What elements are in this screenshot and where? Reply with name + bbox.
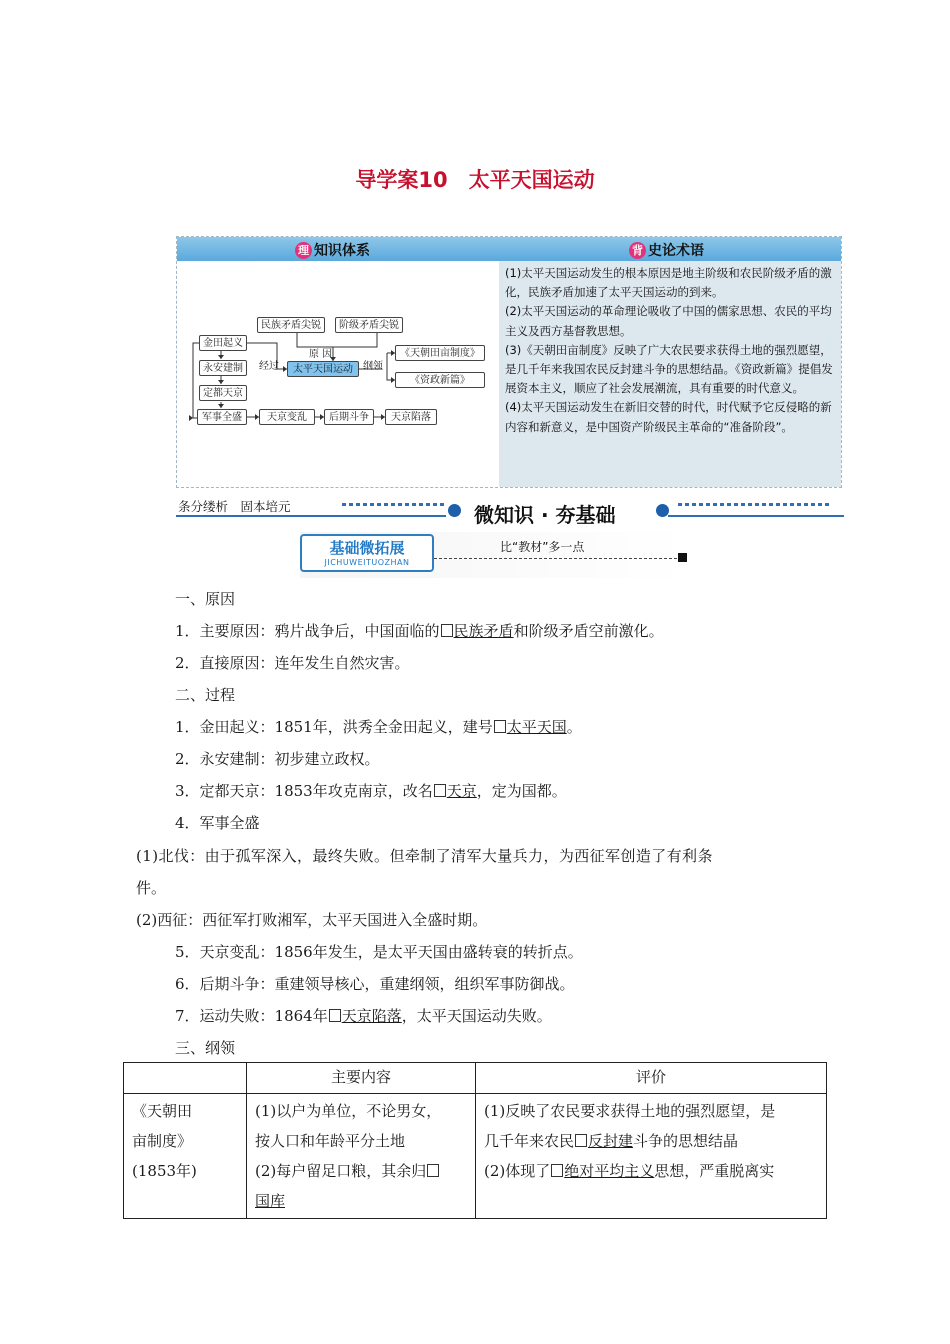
blank-box-icon (551, 1164, 563, 1177)
text-line (175, 1005, 552, 1026)
cell-line: 《天朝田 (132, 1102, 193, 1120)
node-taiping-movement: 太平天国运动 (287, 361, 359, 377)
knowledge-diagram (177, 261, 500, 487)
panel-header (177, 237, 841, 261)
sub-header (300, 532, 690, 578)
bei-badge: 背 (629, 242, 646, 259)
cell-line (484, 1156, 818, 1186)
node-late-struggle: 后期斗争 (324, 409, 374, 425)
terms-heading (629, 240, 704, 260)
bar-dots-right (676, 502, 836, 510)
text-segment: 斗争的思想结晶 (633, 1132, 739, 1150)
node-tianjing-capital: 定都天京 (199, 385, 247, 401)
text-line: 件。 (136, 879, 167, 897)
text-segment: 7．运动失败：1864年 (175, 1007, 328, 1025)
bar-line-left (176, 515, 446, 517)
answer-underline: 反封建 (588, 1132, 634, 1150)
text-segment: 。 (566, 718, 582, 736)
knowledge-panel (176, 236, 842, 488)
cell-line (255, 1186, 467, 1216)
table-header-cell (124, 1063, 247, 1094)
sub-badge (300, 534, 434, 572)
node-ethnic-conflict: 民族矛盾尖锐 (257, 317, 325, 333)
term-item: (4)太平天国运动发生在新旧交替的时代，时代赋予它反侵略的新内容和新意义，是中国资产阶级民主革命的“准备阶段”。 (505, 400, 832, 434)
term-item: (3)《天朝田亩制度》反映了广大农民要求获得土地的强烈愿望，是几千年来我国农民反封建斗争的思想结晶。《资政新篇》提倡发展资本主义，顺应了社会发展潮流，具有重要的时代意义。 (505, 342, 833, 396)
term-item: (2)太平天国运动的革命理论吸收了中国的儒家思想、农民的平均主义及西方基督教思想。 (505, 304, 832, 338)
table-header-cell: 评价 (476, 1063, 827, 1094)
page-title: 导学案10 太平天国运动 (355, 168, 595, 192)
program-table (123, 1062, 827, 1219)
knowledge-system-title: 知识体系 (314, 243, 370, 259)
cell-line: 按人口和年龄平分土地 (255, 1132, 406, 1150)
text-line (175, 716, 582, 737)
cell-line: (1)反映了农民要求获得土地的强烈愿望，是 (484, 1102, 776, 1120)
bar-dots-left (340, 502, 460, 510)
text-segment: ，定为国都。 (476, 782, 567, 800)
table-cell-evaluation (476, 1094, 827, 1219)
answer-underline: 天京 (446, 782, 477, 800)
label-process: 经过 (259, 361, 279, 372)
node-yongan: 永安建制 (199, 360, 247, 376)
text-segment: 思想，严重脱离实 (654, 1162, 775, 1180)
text-segment: (2)每户留足口粮，其余归 (255, 1162, 427, 1180)
terms-list (505, 264, 837, 437)
blank-box-icon (575, 1134, 587, 1147)
text-segment: 3．定都天京：1853年攻克南京，改名 (175, 782, 433, 800)
blank-box-icon (427, 1164, 439, 1177)
blank-box-icon (441, 624, 453, 637)
answer-underline: 天京陷落 (341, 1007, 402, 1025)
table-header-cell: 主要内容 (247, 1063, 476, 1094)
knowledge-system-heading (295, 240, 370, 260)
node-new-treatise: 《资政新篇》 (395, 372, 485, 388)
terms-box (499, 261, 841, 487)
text-line: 2．直接原因：连年发生自然灾害。 (175, 654, 410, 672)
sub-header-line (434, 558, 682, 559)
text-line: 6．后期斗争：重建领导核心，重建纲领，组织军事防御战。 (175, 975, 575, 993)
node-class-conflict: 阶级矛盾尖锐 (335, 317, 403, 333)
text-segment: 1．金田起义：1851年，洪秀全金田起义，建号 (175, 718, 493, 736)
table-row (124, 1094, 827, 1219)
cell-line (255, 1156, 467, 1186)
cell-line: (1)以户为单位，不论男女， (255, 1102, 442, 1120)
node-military-peak: 军事全盛 (197, 409, 247, 425)
cell-line: (1853年) (132, 1162, 197, 1180)
sub-badge-title: 基础微拓展 (329, 539, 405, 557)
node-tianjing-incident: 天京变乱 (259, 409, 315, 425)
text-line (175, 780, 567, 801)
text-line: 4．军事全盛 (175, 814, 260, 832)
table-header-row (124, 1063, 827, 1094)
square-icon (678, 553, 687, 562)
text-segment: 几千年来农民 (484, 1132, 575, 1150)
answer-underline: 国库 (255, 1192, 286, 1210)
terms-title: 史论术语 (648, 243, 704, 259)
text-segment: 和阶级矛盾空前激化。 (513, 622, 664, 640)
sub-badge-pinyin: JICHUWEITUOZHAN (324, 558, 410, 567)
node-jintian: 金田起义 (199, 335, 247, 351)
answer-underline: 民族矛盾 (453, 622, 514, 640)
bar-caption: 条分缕析 固本培元 (178, 499, 291, 514)
li-badge: 理 (295, 242, 312, 259)
bar-line-right (668, 515, 844, 517)
blank-box-icon (494, 720, 506, 733)
blank-box-icon (329, 1009, 341, 1022)
section-heading-process: 二、过程 (175, 686, 236, 704)
cell-line: 亩制度》 (132, 1132, 193, 1150)
section-heading-program: 三、纲领 (175, 1039, 236, 1057)
text-line (175, 620, 664, 641)
text-line: (2)西征：西征军打败湘军，太平天国进入全盛时期。 (136, 911, 488, 929)
section-banner-title: 微知识 · 夯基础 (474, 503, 616, 527)
answer-underline: 绝对平均主义 (564, 1162, 655, 1180)
node-land-system: 《天朝田亩制度》 (395, 345, 485, 361)
section-heading-cause: 一、原因 (175, 590, 236, 608)
blank-box-icon (434, 784, 446, 797)
text-segment: ，太平天国运动失败。 (401, 1007, 552, 1025)
text-line: 5．天京变乱：1856年发生，是太平天国由盛转衰的转折点。 (175, 943, 583, 961)
text-line: 2．永安建制：初步建立政权。 (175, 750, 380, 768)
label-cause: 原 因 (309, 349, 333, 360)
node-tianjing-fall: 天京陷落 (385, 409, 437, 425)
label-program: 纲领 (363, 361, 383, 372)
term-item: (1)太平天国运动发生的根本原因是地主阶级和农民阶级矛盾的激化，民族矛盾加速了太平天国运动的到来。 (505, 266, 832, 300)
answer-underline: 太平天国 (506, 718, 567, 736)
bar-dot-left-icon (448, 504, 461, 517)
text-line: (1)北伐：由于孤军深入，最终失败。但牵制了清军大量兵力，为西征军创造了有利条 (136, 847, 713, 865)
cell-line (484, 1126, 818, 1156)
text-segment: 1．主要原因：鸦片战争后，中国面临的 (175, 622, 440, 640)
sub-header-text: 比“教材”多一点 (500, 540, 585, 554)
table-cell-name (124, 1094, 247, 1219)
text-segment: (2)体现了 (484, 1162, 551, 1180)
table-cell-content (247, 1094, 476, 1219)
